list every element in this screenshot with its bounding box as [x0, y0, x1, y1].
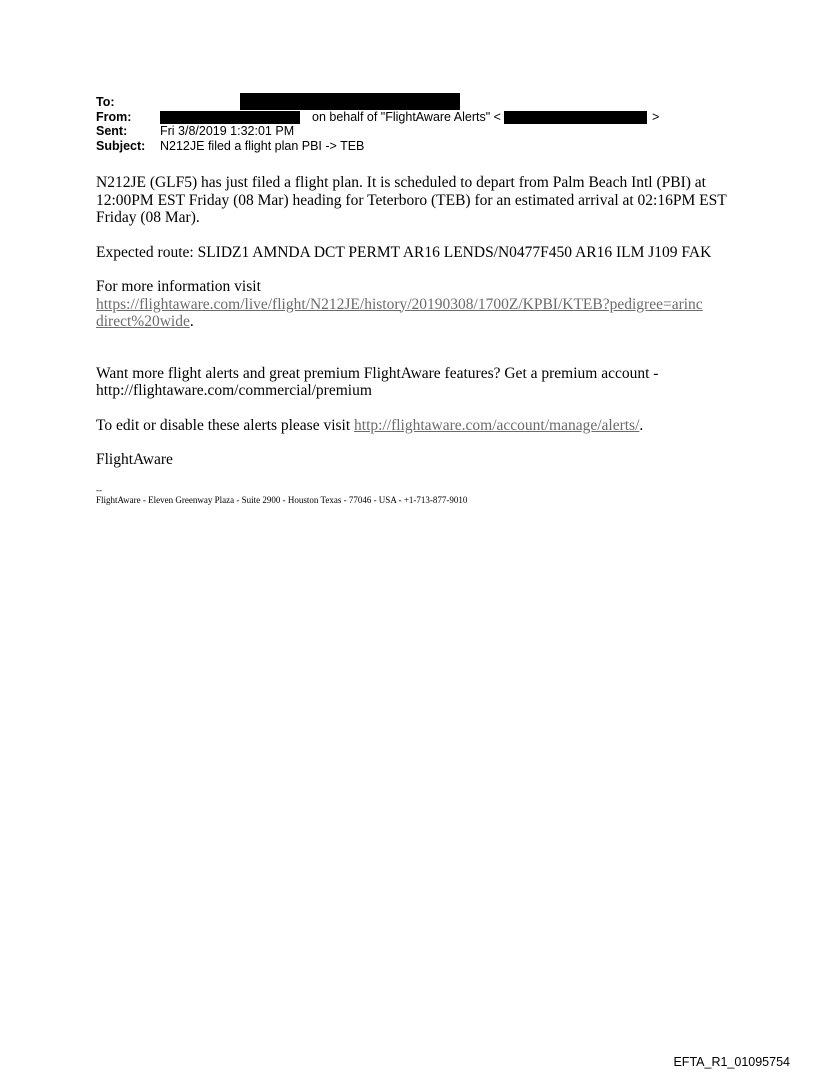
more-info-period: . [189, 313, 194, 330]
manage-alerts-paragraph [96, 417, 736, 435]
flight-history-link[interactable]: https://flightaware.com/live/flight/N212JE/history/20190308/1700Z/KPBI/KTEB?pedigree=arinc direct%20wide [96, 295, 703, 330]
from-label: From: [96, 109, 132, 124]
redaction-bar [160, 111, 300, 124]
company-address-footer: FlightAware - Eleven Greenway Plaza - Suite 2900 - Houston Texas - 77046 - USA - +1-713-877-9010 [96, 494, 468, 505]
email-body [96, 174, 736, 506]
manage-alerts-link[interactable]: http://flightaware.com/account/manage/alerts/ [354, 416, 640, 434]
subject-label: Subject: [96, 138, 146, 153]
more-info-intro: For more information visit [96, 278, 261, 295]
subject-value: N212JE filed a flight plan PBI -> TEB [160, 138, 365, 153]
signature-separator: -- [96, 484, 102, 495]
to-row [96, 95, 736, 110]
bates-number: EFTA_R1_01095754 [673, 1055, 790, 1069]
sent-row [96, 124, 736, 139]
subject-row [96, 139, 736, 154]
from-close-bracket: > [652, 109, 660, 124]
manage-alerts-intro: To edit or disable these alerts please visit [96, 416, 355, 434]
flight-plan-paragraph: N212JE (GLF5) has just filed a flight plan. It is scheduled to depart from Palm Beach Intl (PBI) at 12:00PM EST Friday (08 Mar) heading for Teterboro (TEB) for an estimated arrival at 02:16PM EST Friday (08 Mar). [96, 174, 727, 226]
sent-label: Sent: [96, 124, 128, 138]
from-row [96, 110, 736, 125]
expected-route-paragraph: Expected route: SLIDZ1 AMNDA DCT PERMT AR16 LENDS/N0477F450 AR16 ILM J109 FAK [96, 243, 712, 261]
more-info-paragraph [96, 278, 736, 331]
manage-alerts-period: . [639, 416, 644, 434]
premium-paragraph: Want more flight alerts and great premium FlightAware features? Get a premium account - http://flightaware.com/commercial/premium [96, 364, 659, 399]
to-label: To: [96, 95, 115, 109]
sent-value: Fri 3/8/2019 1:32:01 PM [160, 124, 295, 138]
redaction-bar [504, 111, 647, 124]
email-header-block [96, 95, 736, 153]
redaction-bar [240, 93, 460, 110]
from-value: on behalf of "FlightAware Alerts" < [312, 109, 501, 124]
signature: FlightAware [96, 451, 173, 468]
